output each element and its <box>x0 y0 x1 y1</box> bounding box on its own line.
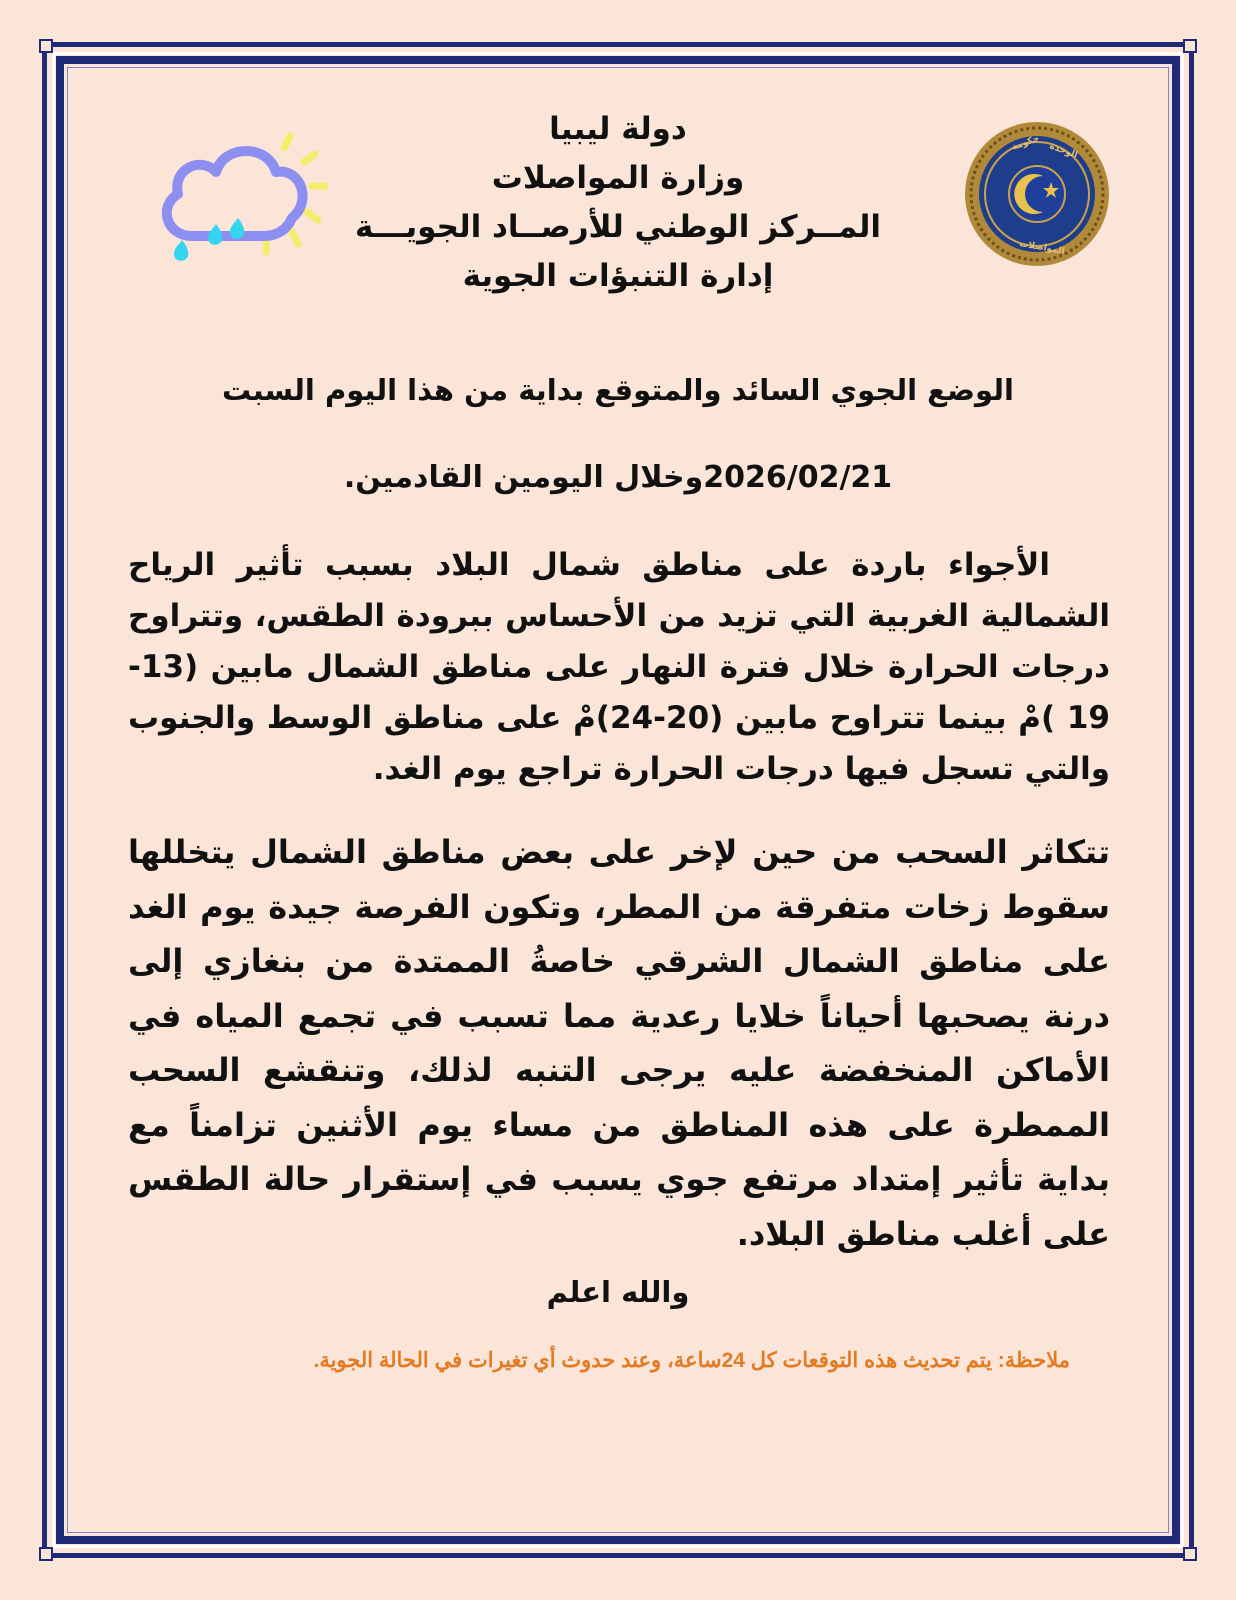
header-country: دولة ليبيا <box>549 111 687 147</box>
frame-corner-bottom-right <box>1183 1547 1197 1561</box>
forecast-paragraph-1 <box>128 540 1110 795</box>
frame-corner-top-right <box>1183 39 1197 53</box>
frame-corner-bottom-left <box>39 1547 53 1561</box>
header-ministry: وزارة المواصلات <box>491 160 745 196</box>
forecast-title: الوضع الجوي السائد والمتوقع بداية من هذا اليوم السبت <box>222 373 1014 407</box>
header-center: المــركز الوطني للأرصــاد الجويـــة <box>354 209 882 245</box>
closing-phrase: والله اعلم <box>546 1275 690 1309</box>
svg-text:المواصلات: المواصلات <box>1018 239 1066 257</box>
header-department: إدارة التنبؤات الجوية <box>462 258 774 294</box>
forecast-date-line: 2026/02/21وخلال اليومين القادمين. <box>343 460 893 495</box>
document-header <box>70 105 1166 301</box>
forecast-paragraph-1-text: الأجواء باردة على مناطق شمال البلاد بسبب تأثير الرياح الشمالية الغربية التي تزيد من الأحساس ببرودة الطقس، وتتراوح درجات الحرارة خلال فترة النهار على مناطق الشمال مابين (13-19 )مْ بينما تتراوح مابين (20-24)مْ على مناطق الوسط والجنوب والتي تسجل فيها درجات الحرارة تراجع يوم الغد. <box>128 547 1110 787</box>
svg-text:حكومة: حكومة <box>1010 133 1041 153</box>
document-page <box>70 70 1166 1530</box>
frame-corner-top-left <box>39 39 53 53</box>
forecast-paragraph-2: تتكاثر السحب من حين لإخر على بعض مناطق الشمال يتخللها سقوط زخات متفرقة من المطر، وتكون الفرصة جيدة يوم الغد على مناطق الشمال الشرقي خاصةُ الممتدة من بنغازي إلى درنة يصحبها أحياناً خلايا رعدية مما تسبب في تجمع المياه في الأماكن المنخفضة عليه يرجى التنبه لذلك، وتنقشع السحب الممطرة على هذه المناطق من مساء يوم الأثنين تزامناً مع بداية تأثير إمتداد مرتفع جوي يسبب في إستقرار حالة الطقس على أغلب مناطق البلاد. <box>128 833 1110 1253</box>
update-note: ملاحظة: يتم تحديث هذه التوقعات كل 24ساعة، وعند حدوث أي تغيرات في الحالة الجوية. <box>313 1349 1070 1372</box>
svg-text:الوحدة: الوحدة <box>1047 141 1079 161</box>
